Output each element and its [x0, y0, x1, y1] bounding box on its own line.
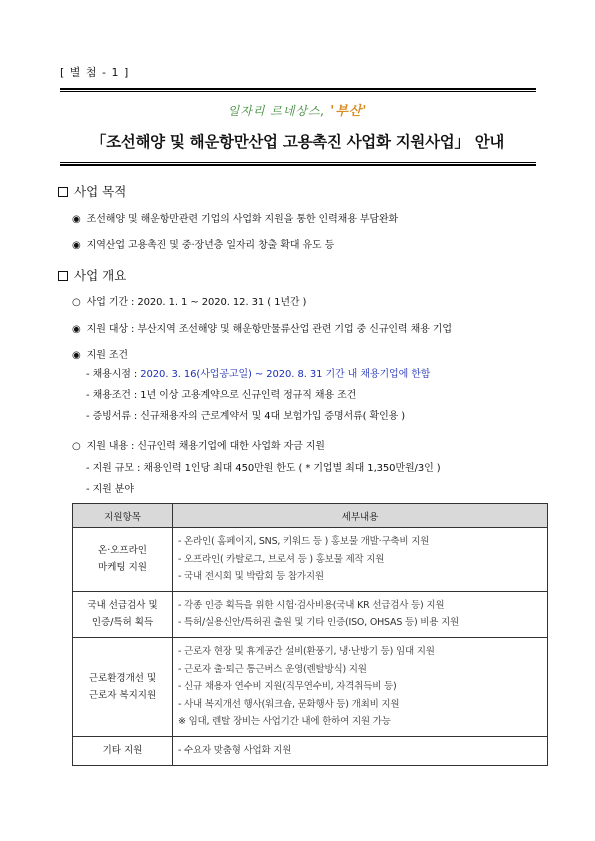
bullet-filled-circle-icon: ◉: [72, 240, 81, 251]
row-category: 기타 지원: [73, 736, 173, 765]
table-row: [73, 637, 548, 736]
overview-conditions-heading: ◉ 지원 조건: [72, 350, 128, 361]
page-title: 「조선해양 및 해운항만산업 고용촉진 사업화 지원사업」 안내: [90, 133, 505, 151]
purpose-item: ◉ 조선해양 및 해운항만관련 기업의 사업화 지원을 통한 인력채용 부담완화: [72, 214, 399, 225]
row-details: - 수요자 맞춤형 사업화 지원: [173, 736, 548, 765]
slogan-accent: '부산': [330, 104, 368, 119]
table-row: [73, 591, 548, 637]
slogan-text: 일자리 르네상스,: [227, 104, 326, 118]
row-details: - 각종 인증 획득을 위한 시험·검사비용(국내 KR 선급검사 등) 지원 - 특허/실용신안/특허권 출원 및 기타 인증(ISO, OHSAS 등) 비용 지원: [173, 591, 548, 637]
title-rule-thin: [60, 162, 536, 163]
condition-hiring-period: - 채용시점 : 2020. 3. 16(사업공고일) ~ 2020. 8. 31 기간 내 채용기업에 한함: [86, 369, 431, 380]
row-category: 온·오프라인 마케팅 지원: [73, 528, 173, 592]
row-details: - 온라인( 홈페이지, SNS, 키워드 등 ) 홍보물 개발·구축비 지원 - 오프라인( 카탈로그, 브로셔 등 ) 홍보물 제작 지원 - 국내 전시회 및 박람회 등 참가지원: [173, 528, 548, 592]
bullet-filled-circle-icon: ◉: [72, 324, 81, 335]
overview-period: ○ 사업 기간 : 2020. 1. 1 ~ 2020. 12. 31 ( 1년간 ): [72, 297, 307, 308]
purpose-item: ◉ 지역산업 고용촉진 및 중·장년층 일자리 창출 확대 유도 등: [72, 240, 335, 251]
section-overview-heading: 사업 개요: [58, 266, 126, 284]
table-row: [73, 528, 548, 592]
row-category: 근로환경개선 및 근로자 복지지원: [73, 637, 173, 736]
row-category: 국내 선급검사 및 인증/특허 획득: [73, 591, 173, 637]
support-fields-table: [72, 503, 548, 766]
section-purpose-heading: 사업 목적: [58, 182, 126, 200]
bullet-filled-circle-icon: ◉: [72, 214, 81, 225]
table-header-row: [73, 504, 548, 528]
slogan-logo: [0, 100, 595, 119]
table-header-category: 지원항목: [73, 504, 173, 528]
condition-documents: - 증빙서류 : 신규채용자의 근로계약서 및 4대 보험가입 증명서류( 확인용 ): [86, 411, 406, 422]
hiring-period-highlight: 2020. 3. 16(사업공고일) ~ 2020. 8. 31 기간 내 채용기업에 한함: [140, 369, 431, 380]
table-row: [73, 736, 548, 765]
overview-target: ◉ 지원 대상 : 부산지역 조선해양 및 해운항만물류산업 관련 기업 중 신규인력 채용 기업: [72, 324, 452, 335]
bullet-hollow-circle-icon: ○: [72, 297, 81, 308]
bullet-hollow-circle-icon: ○: [72, 441, 81, 452]
bullet-filled-circle-icon: ◉: [72, 350, 81, 361]
table-header-details: 세부내용: [173, 504, 548, 528]
checkbox-square-icon: [58, 187, 68, 197]
row-details: - 근로자 현장 및 휴게공간 설비(환풍기, 냉·난방기 등) 임대 지원 - 근로자 출·퇴근 통근버스 운영(렌탈방식) 지원 - 신규 채용자 연수비 지원(직무연수비, 자격취득비 등) - 사내 복지개선 행사(워크숍, 문화행사 등) 개최비 지원 ※ 임대, 렌탈 장비는 사업기간 내에 한하여 지원 가능: [173, 637, 548, 736]
attachment-label: [ 별 첨 - 1 ]: [60, 66, 130, 79]
header-rule-thin: [60, 91, 536, 92]
header-rule: [60, 88, 536, 90]
condition-employment: - 채용조건 : 1년 이상 고용계약으로 신규인력 정규직 채용 조건: [86, 390, 357, 401]
support-fields-label: - 지원 분야: [86, 484, 134, 495]
overview-content: ○ 지원 내용 : 신규인력 채용기업에 대한 사업화 자금 지원: [72, 441, 325, 452]
support-scale: - 지원 규모 : 채용인력 1인당 최대 450만원 한도 ( * 기업별 최대 1,350만원/3인 ): [86, 463, 441, 474]
title-rule: [60, 164, 536, 166]
checkbox-square-icon: [58, 271, 68, 281]
